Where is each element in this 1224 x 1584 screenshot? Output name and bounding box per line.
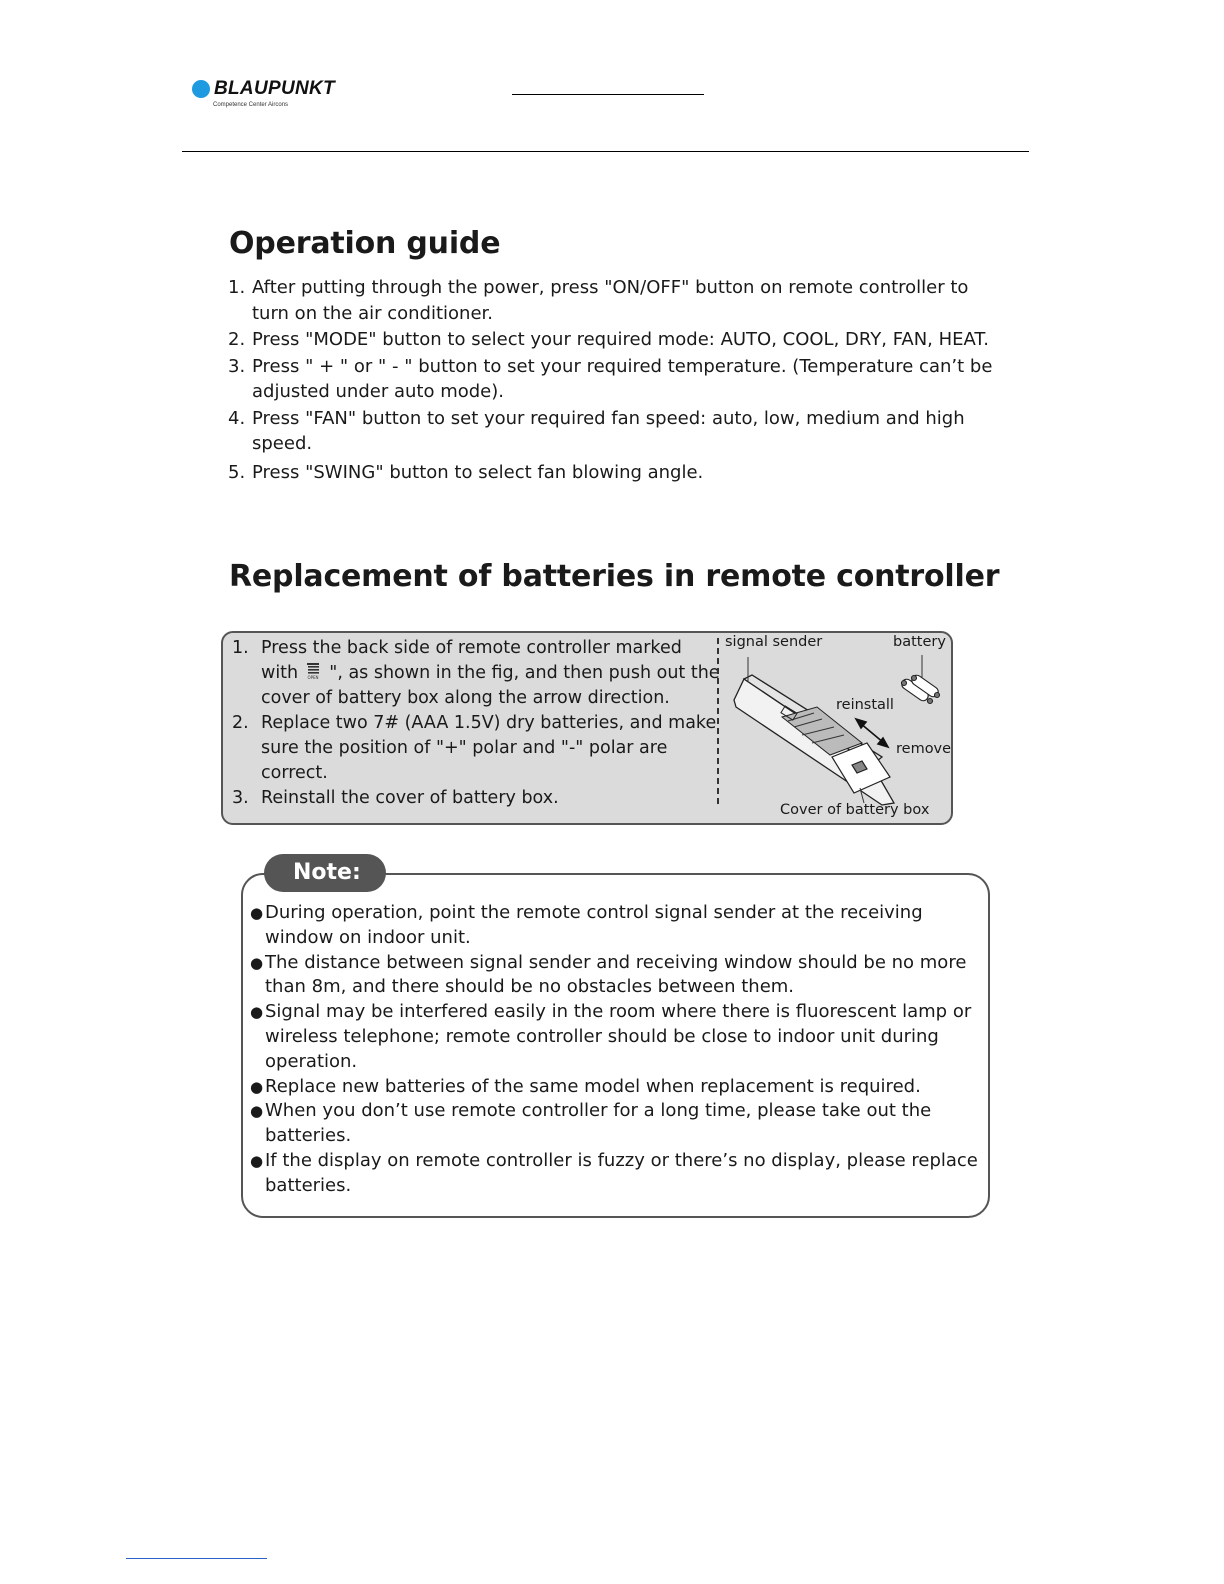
cover-label: Cover of battery box: [780, 802, 930, 818]
step-text: Press "SWING" button to select fan blowing angle.: [252, 461, 704, 483]
battery-steps: [232, 636, 722, 811]
step-number: 1.: [232, 638, 249, 658]
battery-step: [232, 786, 722, 811]
brand-name: BLAUPUNKT: [214, 78, 335, 99]
signal-sender-label: signal sender: [725, 634, 823, 650]
note-text: Signal may be interfered easily in the room where there is fluorescent lamp or wireless telephone; remote controller should be close to indoor unit during operation.: [265, 1001, 972, 1072]
note-item: [250, 1149, 978, 1199]
note-item: [250, 901, 978, 951]
brand-tagline: Competence Center Aircons: [213, 102, 289, 108]
step-text: Press "FAN" button to set your required fan speed: auto, low, medium and high speed.: [252, 407, 965, 454]
svg-text:OPEN: OPEN: [307, 675, 319, 680]
remove-label: remove: [896, 741, 952, 757]
operation-guide-title: Operation guide: [229, 226, 501, 261]
operation-step: [228, 275, 998, 326]
bullet-icon: ●: [250, 1077, 264, 1096]
bullet-icon: ●: [250, 953, 264, 972]
operation-step: [228, 354, 998, 405]
battery-label: battery: [893, 634, 946, 650]
note-item: [250, 1075, 978, 1100]
note-text: When you don’t use remote controller for a long time, please take out the batteries.: [265, 1100, 932, 1147]
dashed-divider: [717, 638, 719, 804]
note-list: [250, 901, 978, 1199]
bullet-icon: ●: [250, 1102, 264, 1121]
step-text: Replace two 7# (AAA 1.5V) dry batteries, and make sure the position of "+" polar and "-" polar are correct.: [261, 713, 717, 783]
bullet-icon: ●: [250, 1003, 264, 1022]
battery-step: [232, 711, 722, 786]
step-number: 3.: [228, 355, 246, 377]
step-number: 4.: [228, 407, 246, 429]
bullet-icon: ●: [250, 904, 264, 922]
note-item: [250, 1099, 978, 1149]
step-number: 3.: [232, 788, 249, 808]
note-item: [250, 951, 978, 1001]
note-text: During operation, point the remote control signal sender at the receiving window on indoor unit.: [265, 902, 923, 948]
step-number: 2.: [228, 329, 246, 350]
step-text: Reinstall the cover of battery box.: [261, 788, 559, 808]
battery-icon: [900, 673, 940, 703]
step-text-continued: ", as shown in the fig, and then push out the cover of battery box along the arrow direction.: [261, 663, 720, 708]
remote-controller-figure: [722, 645, 954, 810]
step-text: Press "MODE" button to select your required mode: AUTO, COOL, DRY, FAN, HEAT.: [252, 329, 990, 350]
header-link-underline: [512, 94, 704, 95]
reinstall-label: reinstall: [836, 697, 894, 713]
step-number: 2.: [232, 713, 249, 733]
battery-replacement-title: Replacement of batteries in remote controller: [229, 559, 1000, 594]
operation-step: [228, 460, 998, 486]
operation-steps: [228, 275, 998, 486]
battery-step: [232, 636, 722, 711]
step-text: Press the back side of remote controller marked with: [261, 638, 682, 683]
footer-link-underline: [126, 1558, 267, 1559]
note-title: Note:: [264, 854, 386, 892]
note-text: The distance between signal sender and receiving window should be no more than 8m, and there should be no obstacles between them.: [265, 951, 967, 998]
brand-logo: [192, 78, 362, 118]
step-text: After putting through the power, press "ON/OFF" button on remote controller to turn on the air conditioner.: [252, 277, 969, 324]
bullet-icon: ●: [250, 1151, 264, 1170]
note-item: [250, 1000, 978, 1074]
step-text: Press " + " or " - " button to set your required temperature. (Temperature can’t be adjusted under auto mode).: [252, 355, 993, 402]
step-number: 1.: [228, 277, 246, 298]
operation-step: [228, 406, 998, 457]
operation-step: [228, 327, 998, 353]
step-number: 5.: [228, 461, 246, 483]
note-text: Replace new batteries of the same model when replacement is required.: [265, 1075, 921, 1097]
note-text: If the display on remote controller is fuzzy or there’s no display, please replace batteries.: [265, 1149, 978, 1196]
header-divider: [182, 151, 1029, 152]
battery-cover-open-icon: [304, 662, 324, 680]
logo-dot-icon: [192, 80, 210, 98]
